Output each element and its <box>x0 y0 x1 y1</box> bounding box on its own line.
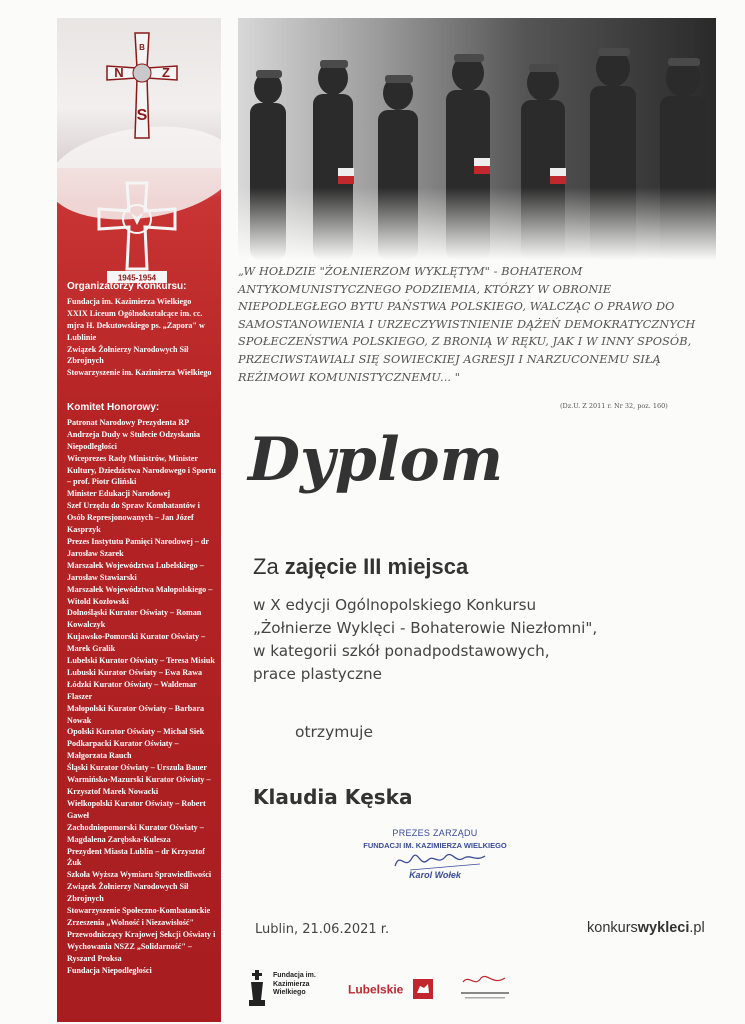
emblem-letter-top: B <box>139 43 145 52</box>
organizers-heading: Organizatorzy Konkursu: <box>67 281 187 292</box>
signature-stamp <box>360 828 510 888</box>
committee-item: Lubelski Kurator Oświaty – Teresa Misiuk <box>67 656 215 666</box>
nsz-cross-emblem <box>97 28 187 158</box>
committee-item: Zachodniopomorski Kurator Oświaty – Magdalena Zarębska-Kulesza <box>67 822 204 844</box>
website-bold: wykleci <box>637 920 690 936</box>
committee-item: Fundacja Niepodległości <box>67 965 152 975</box>
award-description-line: w kategorii szkół ponadpodstawowych, <box>253 642 550 660</box>
committee-item: Wielkopolski Kurator Oświaty – Robert Gaweł <box>67 798 206 820</box>
signature-name: Karol Wołek <box>409 870 461 880</box>
quote-text: „W HOŁDZIE "ŻOŁNIERZOM WYKLĘTYM" - BOHATEROM ANTYKOMUNISTYCZNEGO PODZIEMIA, KTÓRZY W OBRONIE NIEPODLEGŁEGO BYTU PAŃSTWA POLSKIEGO, WALCZĄC O PRAWO DO SAMOSTANOWIENIA I URZECZYWISTNIENIE DĄŻEŃ DEMOKRATYCZNYCH SPOŁECZEŃSTWA POLSKIEGO, Z BRONIĄ W RĘKU, JAK I W INNY SPOSÓB, PRZECIWSTAWIALI SIĘ SOWIECKIEJ AGRESJI I NARZUCONEMU SIŁĄ REŻIMOWI KOMUNISTYCZNEMU... " <box>238 265 696 384</box>
lubelskie-logo <box>348 978 434 1000</box>
sidebar <box>57 18 221 1022</box>
organizer-item: Związek Żołnierzy Narodowych Sił Zbrojnych <box>67 344 189 366</box>
website-suffix: .pl <box>689 920 705 936</box>
award-description <box>253 594 597 686</box>
diploma-title: Dyplom <box>248 425 504 495</box>
committee-item: Szkoła Wyższa Wymiaru Sprawiedliwości <box>67 870 212 880</box>
award-description-line: „Żołnierze Wyklęci - Bohaterowie Niezłomni", <box>253 619 598 637</box>
committee-item: Minister Edukacji Narodowej <box>67 489 171 499</box>
organizer-item: Stowarzyszenie im. Kazimierza Wielkiego <box>67 368 212 378</box>
foundation-logo <box>245 970 335 1010</box>
chess-king-icon <box>245 970 269 1010</box>
soldiers-photo <box>238 18 716 260</box>
committee-item: Podkarpacki Kurator Oświaty – Małgorzata Rauch <box>67 739 179 761</box>
emblem-letter-right: Z <box>162 65 170 80</box>
organizers-section <box>67 281 217 379</box>
award-description-line: prace plastyczne <box>253 665 383 683</box>
receives-label: otrzymuje <box>295 723 374 741</box>
signature-organization: FUNDACJI IM. KAZIMIERZA WIELKIEGO <box>363 841 507 850</box>
committee-heading: Komitet Honorowy: <box>67 402 160 413</box>
cursed-soldiers-cross-emblem <box>97 181 177 291</box>
committee-item: Prezydent Miasta Lublin – dr Krzysztof Żuk <box>67 846 205 868</box>
award-description-line: w X edycji Ogólnopolskiego Konkursu <box>253 596 537 614</box>
lubelskie-logo-text: Lubelskie <box>348 982 404 997</box>
website-prefix: konkurs <box>587 920 638 936</box>
committee-item: Prezes Instytutu Pamięci Narodowej – dr Jarosław Szarek <box>67 536 209 558</box>
committee-item: Marszałek Województwa Małopolskiego – Witold Kozłowski <box>67 584 213 606</box>
emblem-letter-left: N <box>114 65 124 80</box>
committee-item: Małopolski Kurator Oświaty – Barbara Nowak <box>67 703 204 725</box>
goat-crest-icon <box>412 978 434 1000</box>
committee-item: Warmińsko-Mazurski Kurator Oświaty – Krzysztof Marek Nowacki <box>67 775 211 796</box>
recipient-name: Klaudia Kęska <box>253 785 413 809</box>
committee-item: Dolnośląski Kurator Oświaty – Roman Kowalczyk <box>67 608 202 630</box>
sponsor-logos <box>240 968 720 1013</box>
committee-item: Kujawsko-Pomorski Kurator Oświaty – Marek Gralik <box>67 632 206 654</box>
organizer-item: Fundacja im. Kazimierza Wielkiego <box>67 296 192 306</box>
award-line <box>253 554 468 580</box>
committee-item: Przewodniczący Krajowej Sekcji Oświaty i Wychowania NSZZ „Solidarność" – Ryszard Proksa <box>67 929 216 963</box>
committee-item: Patronat Narodowy Prezydenta RP Andrzeja Dudy w Stulecie Odzyskania Niepodległości <box>67 417 201 451</box>
committee-item: Opolski Kurator Oświaty – Michał Siek <box>67 727 205 737</box>
award-place: zajęcie III miejsca <box>284 554 469 579</box>
website <box>587 920 705 936</box>
emblem-years: 1945-1954 <box>117 273 157 283</box>
award-prefix: Za <box>253 554 285 579</box>
committee-item: Śląski Kurator Oświaty – Urszula Bauer <box>67 763 207 773</box>
emblem-letter-bottom: S <box>136 107 148 124</box>
committee-item: Wiceprezes Rady Ministrów, Minister Kultury, Dziedzictwa Narodowego i Sportu – prof. Piotr Gliński <box>67 453 216 487</box>
committee-item: Lubuski Kurator Oświaty – Ewa Rawa <box>67 667 202 677</box>
committee-item: Stowarzyszenie Społeczno-Kombatanckie Zrzeszenia „Wolność i Niezawisłość" <box>67 906 211 927</box>
committee-item: Szef Urzędu do Spraw Kombatantów i Osób Represjonowanych – Jan Józef Kasprzyk <box>67 501 200 535</box>
committee-section <box>67 402 217 977</box>
organizer-item: XXIX Liceum Ogólnokształcące im. cc. mjra H. Dekutowskiego ps. „Zapora" w Lublinie <box>67 308 205 342</box>
place-date: Lublin, 21.06.2021 r. <box>255 922 390 937</box>
quote-reference: (Dz.U. Z 2011 r. Nr 32, poz. 160) <box>560 402 668 410</box>
committee-item: Marszałek Województwa Lubelskiego – Jarosław Stawiarski <box>67 560 204 582</box>
signature-role: PREZES ZARZĄDU <box>392 828 478 838</box>
partner-script-logo <box>455 970 515 1010</box>
committee-item: Łódzki Kurator Oświaty – Waldemar Flaszer <box>67 679 197 701</box>
committee-item: Związek Żołnierzy Narodowych Sił Zbrojnych <box>67 882 189 904</box>
foundation-logo-text: Fundacja im. Kazimierza Wielkiego <box>273 972 316 996</box>
